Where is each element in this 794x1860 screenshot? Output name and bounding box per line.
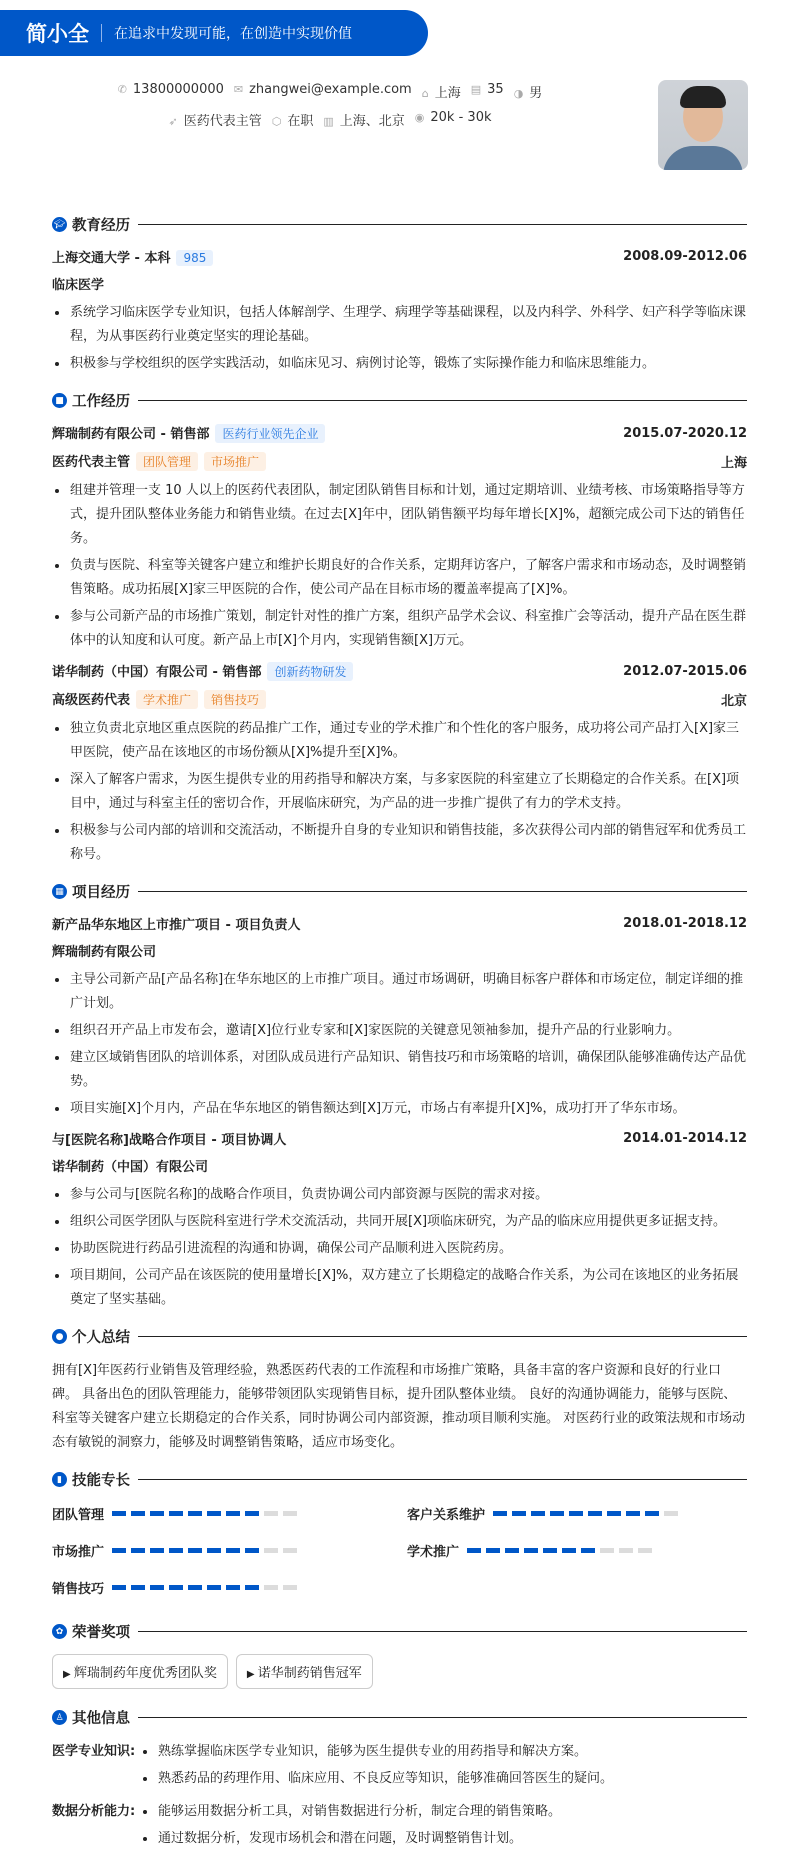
company: 辉瑞制药有限公司 - 销售部	[52, 427, 210, 442]
work-details	[52, 479, 747, 653]
motto: 在追求中发现可能，在创造中实现价值	[114, 26, 352, 42]
edu-date: 2008.09-2012.06	[623, 249, 747, 264]
salary-icon: ◉	[414, 111, 425, 124]
project-header	[52, 1129, 747, 1148]
section-project	[52, 881, 747, 902]
graduation-cap-icon: 🎓︎	[52, 217, 67, 232]
project-header	[52, 914, 747, 933]
project-org-row	[52, 1156, 747, 1175]
skill-segment	[150, 1548, 164, 1553]
work-date: 2012.07-2015.06	[623, 663, 747, 679]
list-item: 系统学习临床医学专业知识，包括人体解剖学、生理学、病理学等基础课程，以及内科学、外科学、妇产科学等临床课程，为从事医药行业奠定坚实的理论基础。	[52, 301, 747, 349]
position: 医药代表主管	[183, 114, 262, 129]
skill-segment	[226, 1585, 240, 1590]
skill-segment	[562, 1548, 576, 1553]
other-item	[52, 1740, 747, 1794]
list-item: 建立区域销售团队的培训体系，对团队成员进行产品知识、销售技巧和市场策略的培训，确保团队能够准确传达产品优势。	[52, 1046, 747, 1094]
skill-segment	[645, 1511, 659, 1516]
skill-segment	[550, 1511, 564, 1516]
work-header	[52, 423, 747, 443]
section-title: 个人总结	[72, 1330, 130, 1346]
skill-level-bar	[112, 1511, 297, 1516]
skill-name: 市场推广	[52, 1545, 105, 1560]
skill-segment	[188, 1548, 202, 1553]
other-label: 数据分析能力:	[52, 1804, 136, 1819]
skill-segment	[207, 1585, 221, 1590]
grid-icon: ▦	[52, 884, 67, 899]
age-icon: ▤	[470, 83, 482, 96]
skill-segment	[188, 1511, 202, 1516]
list-item: 熟练掌握临床医学专业知识，能够为医生提供专业的用药指导和解决方案。	[140, 1740, 747, 1764]
section-title: 荣誉奖项	[72, 1625, 130, 1641]
list-item: 项目实施[X]个月内，产品在华东地区的销售额达到[X]万元，市场占有率提升[X]%，成功打开了华东市场。	[52, 1097, 747, 1121]
skill-segment	[600, 1548, 614, 1553]
skill-segment	[638, 1548, 652, 1553]
list-item: 组织公司医学团队与医院科室进行学术交流活动，共同开展[X]项临床研究，为产品的临床应用提供更多证据支持。	[52, 1210, 747, 1234]
city: 上海	[434, 86, 461, 101]
gender-icon: ◑	[513, 87, 524, 100]
divider	[101, 24, 102, 42]
skill-name: 客户关系维护	[407, 1508, 486, 1523]
triangle-right-icon: ▶	[63, 1669, 74, 1680]
user-icon: ●	[52, 1329, 67, 1344]
skill-segment	[188, 1585, 202, 1590]
other-label: 医学专业知识:	[52, 1744, 136, 1759]
resume-body	[52, 200, 747, 1860]
role: 高级医药代表	[52, 693, 131, 708]
skill-segment	[207, 1548, 221, 1553]
skill-name: 团队管理	[52, 1508, 105, 1523]
skill-segment	[607, 1511, 621, 1516]
company: 诺华制药（中国）有限公司 - 销售部	[52, 665, 262, 680]
header-banner	[0, 10, 428, 56]
project-name: 新产品华东地区上市推广项目 - 项目负责人	[52, 918, 301, 933]
skill-item	[52, 1541, 407, 1560]
skill-segment	[619, 1548, 633, 1553]
skill-segment	[581, 1548, 595, 1553]
skill-name: 学术推广	[407, 1545, 460, 1560]
list-item: 通过数据分析，发现市场机会和潜在问题，及时调整销售计划。	[140, 1827, 747, 1851]
list-item: 负责与医院、科室等关键客户建立和维护长期良好的合作关系，定期拜访客户，了解客户需求和市场动态，及时调整销售策略。成功拓展[X]家三甲医院的合作，使公司产品在目标市场的覆盖率提高了[X]%。	[52, 554, 747, 602]
status: 在职	[287, 114, 314, 129]
skill-segment	[524, 1548, 538, 1553]
send-icon: ➶	[168, 115, 178, 128]
skill-segment	[112, 1548, 126, 1553]
list-item: 积极参与公司内部的培训和交流活动，不断提升自身的专业知识和销售技能，多次获得公司内部的销售冠军和优秀员工称号。	[52, 819, 747, 867]
role-row	[52, 689, 747, 709]
skill-level-bar	[112, 1585, 297, 1590]
skill-tag: 学术推广	[136, 690, 198, 709]
list-item: 参与公司新产品的市场推广策划，制定针对性的推广方案，组织产品学术会议、科室推广会等活动，提升产品在医生群体中的认知度和认可度。新产品上市[X]个月内，实现销售额[X]万元。	[52, 605, 747, 653]
role: 医药代表主管	[52, 455, 131, 470]
skill-segment	[131, 1511, 145, 1516]
skill-level-bar	[467, 1548, 652, 1553]
award-name: 辉瑞制药年度优秀团队奖	[73, 1666, 217, 1681]
section-work	[52, 390, 747, 411]
work-details	[52, 717, 747, 867]
section-title: 技能专长	[72, 1473, 130, 1489]
skill-segment	[664, 1511, 678, 1516]
work-city: 上海	[720, 455, 747, 471]
skill-level-bar	[493, 1511, 678, 1516]
skill-segment	[150, 1585, 164, 1590]
skill-segment	[283, 1585, 297, 1590]
status-icon: ⬡	[271, 115, 282, 128]
target-city: 上海、北京	[339, 114, 405, 129]
award-icon: ✿	[52, 1624, 67, 1639]
list-item: 独立负责北京地区重点医院的药品推广工作，通过专业的学术推广和个性化的客户服务，成功将公司产品打入[X]家三甲医院，使产品在该地区的市场份额从[X]%提升至[X]%。	[52, 717, 747, 765]
skill-segment	[505, 1548, 519, 1553]
award-item	[52, 1654, 228, 1689]
skill-segment	[245, 1585, 259, 1590]
info-icon: ♙	[52, 1710, 67, 1725]
skill-segment	[283, 1511, 297, 1516]
skill-segment	[569, 1511, 583, 1516]
list-item: 熟悉药品的药理作用、临床应用、不良反应等知识，能够准确回答医生的疑问。	[140, 1767, 747, 1791]
section-title: 其他信息	[72, 1711, 130, 1727]
other-details	[140, 1800, 747, 1854]
project-details	[52, 968, 747, 1121]
skill-tag: 市场推广	[204, 452, 266, 471]
skill-segment	[131, 1585, 145, 1590]
section-title: 项目经历	[72, 885, 130, 901]
skill-tag: 销售技巧	[204, 690, 266, 709]
skill-tag: 团队管理	[136, 452, 198, 471]
triangle-right-icon: ▶	[246, 1669, 258, 1680]
skill-segment	[112, 1511, 126, 1516]
skill-item	[52, 1504, 407, 1523]
section-skills	[52, 1469, 747, 1490]
work-header	[52, 661, 747, 681]
candidate-name: 简小全	[26, 22, 89, 46]
list-item: 组建并管理一支 10 人以上的医药代表团队，制定团队销售目标和计划，通过定期培训、业绩考核、市场策略指导等方式，提升团队整体业务能力和销售业绩。在过去[X]年中，团队销售额平均每年增长[X]%，超额完成公司下达的销售任务。	[52, 479, 747, 551]
project-date: 2014.01-2014.12	[623, 1131, 747, 1146]
skill-segment	[531, 1511, 545, 1516]
skill-segment	[226, 1511, 240, 1516]
list-item: 能够运用数据分析工具，对销售数据进行分析，制定合理的销售策略。	[140, 1800, 747, 1824]
education-details	[52, 301, 747, 376]
section-title: 教育经历	[72, 218, 130, 234]
skill-item	[407, 1541, 747, 1560]
role-row	[52, 451, 747, 471]
skill-segment	[226, 1548, 240, 1553]
project-org: 诺华制药（中国）有限公司	[52, 1160, 209, 1175]
skill-segment	[169, 1548, 183, 1553]
contact-row	[0, 82, 660, 101]
skill-segment	[486, 1548, 500, 1553]
school-tag: 985	[176, 250, 213, 266]
email-icon: ✉	[233, 83, 244, 96]
project-org-row	[52, 941, 747, 960]
skill-name: 销售技巧	[52, 1582, 105, 1597]
skill-segment	[245, 1511, 259, 1516]
skill-segment	[512, 1511, 526, 1516]
phone: 13800000000	[132, 82, 224, 97]
chart-icon: ▮	[52, 1472, 67, 1487]
skill-segment	[283, 1548, 297, 1553]
skill-segment	[264, 1511, 278, 1516]
skill-item	[407, 1504, 747, 1523]
company-tag: 创新药物研发	[267, 662, 353, 681]
list-item: 深入了解客户需求，为医生提供专业的用药指导和解决方案，与多家医院的科室建立了长期稳定的合作关系。在[X]项目中，通过与科室主任的密切合作，开展临床研究，为产品的进一步推广提供了有力的学术支持。	[52, 768, 747, 816]
skill-segment	[588, 1511, 602, 1516]
company-tag: 医药行业领先企业	[215, 424, 325, 443]
other-item	[52, 1800, 747, 1854]
briefcase-icon: ■	[52, 393, 67, 408]
school: 上海交通大学 - 本科	[52, 251, 171, 266]
other-details	[140, 1740, 747, 1794]
building-icon: ▥	[323, 115, 334, 128]
skill-segment	[626, 1511, 640, 1516]
award-item	[236, 1654, 373, 1689]
home-icon: ⌂	[421, 87, 429, 100]
gender: 男	[529, 86, 543, 101]
summary-text: 拥有[X]年医药行业销售及管理经验，熟悉医药代表的工作流程和市场推广策略，具备丰富的客户资源和良好的行业口碑。 具备出色的团队管理能力，能够带领团队实现销售目标，提升团队整体业绩。 良好的沟通协调能力，能够与医院、科室等关键客户建立长期稳定的合作关系，同时协调公司内部资源，推动项目顺利实施。 对医药行业的政策法规和市场动态有敏锐的洞察力，能够及时调整销售策略，适应市场变化。	[52, 1363, 746, 1450]
project-org: 辉瑞制药有限公司	[52, 945, 157, 960]
list-item: 积极参与学校组织的医学实践活动，如临床见习、病例讨论等，锻炼了实际操作能力和临床思维能力。	[52, 352, 747, 376]
phone-icon: ✆	[117, 83, 127, 96]
major: 临床医学	[52, 278, 105, 293]
list-item: 主导公司新产品[产品名称]在华东地区的上市推广项目。通过市场调研，明确目标客户群体和市场定位，制定详细的推广计划。	[52, 968, 747, 1016]
skill-segment	[112, 1585, 126, 1590]
section-title: 工作经历	[72, 394, 130, 410]
skill-segment	[169, 1585, 183, 1590]
skill-segment	[207, 1511, 221, 1516]
skill-segment	[169, 1511, 183, 1516]
project-details	[52, 1183, 747, 1312]
skill-segment	[264, 1548, 278, 1553]
work-city: 北京	[720, 693, 747, 709]
skill-level-bar	[112, 1548, 297, 1553]
section-summary	[52, 1326, 747, 1347]
section-awards	[52, 1621, 747, 1642]
skill-segment	[150, 1511, 164, 1516]
award-name: 诺华制药销售冠军	[257, 1666, 362, 1681]
section-other	[52, 1707, 747, 1728]
age: 35	[487, 82, 504, 97]
skill-segment	[264, 1585, 278, 1590]
work-date: 2015.07-2020.12	[623, 425, 747, 441]
skill-item	[52, 1578, 407, 1597]
avatar	[658, 80, 748, 170]
email: zhangwei@example.com	[249, 82, 412, 97]
salary: 20k - 30k	[430, 110, 492, 125]
project-date: 2018.01-2018.12	[623, 916, 747, 931]
list-item: 项目期间，公司产品在该医院的使用量增长[X]%，双方建立了长期稳定的战略合作关系，为公司在该地区的业务拓展奠定了坚实基础。	[52, 1264, 747, 1312]
list-item: 组织召开产品上市发布会，邀请[X]位行业专家和[X]家医院的关键意见领袖参加，提升产品的行业影响力。	[52, 1019, 747, 1043]
skill-segment	[131, 1548, 145, 1553]
skill-segment	[493, 1511, 507, 1516]
list-item: 参与公司与[医院名称]的战略合作项目，负责协调公司内部资源与医院的需求对接。	[52, 1183, 747, 1207]
project-name: 与[医院名称]战略合作项目 - 项目协调人	[52, 1133, 287, 1148]
skill-segment	[245, 1548, 259, 1553]
list-item: 协助医院进行药品引进流程的沟通和协调，确保公司产品顺利进入医院药房。	[52, 1237, 747, 1261]
section-education	[52, 214, 747, 235]
job-intent-row	[0, 110, 660, 129]
skill-segment	[467, 1548, 481, 1553]
skill-segment	[543, 1548, 557, 1553]
